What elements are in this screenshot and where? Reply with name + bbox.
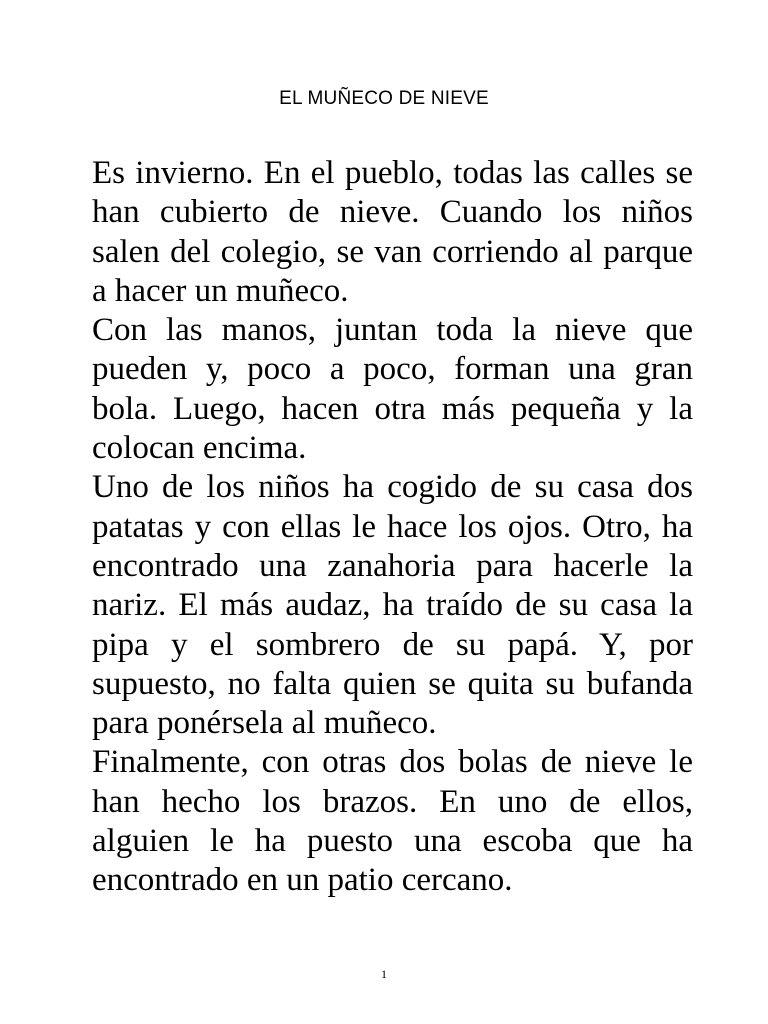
page-number: 1 — [381, 967, 387, 981]
paragraph: Uno de los niños ha cogido de su casa dos patatas y con ellas le hace los ojos. Otro, ha encontrado una zanahoria para hacerle la nariz. El más audaz, ha traído de su casa la pipa y el sombrero de su papá. Y, por supuesto, no falta quien se quita su bufanda para ponérsela al muñeco. — [92, 469, 693, 742]
paragraph: Finalmente, con otras dos bolas de nieve le han hecho los brazos. En uno de ellos, alguien le ha puesto una escoba que ha encontrado en un patio cercano. — [92, 744, 693, 899]
paragraph: Con las manos, juntan toda la nieve que pueden y, poco a poco, forman una gran bola. Luego, hacen otra más pequeña y la colocan encima. — [92, 312, 693, 467]
document-title: EL MUÑECO DE NIEVE — [279, 88, 489, 109]
paragraph: Es invierno. En el pueblo, todas las calles se han cubierto de nieve. Cuando los niños salen del colegio, se van corriendo al parque a hacer un muñeco. — [92, 155, 693, 309]
document-body — [92, 154, 693, 901]
